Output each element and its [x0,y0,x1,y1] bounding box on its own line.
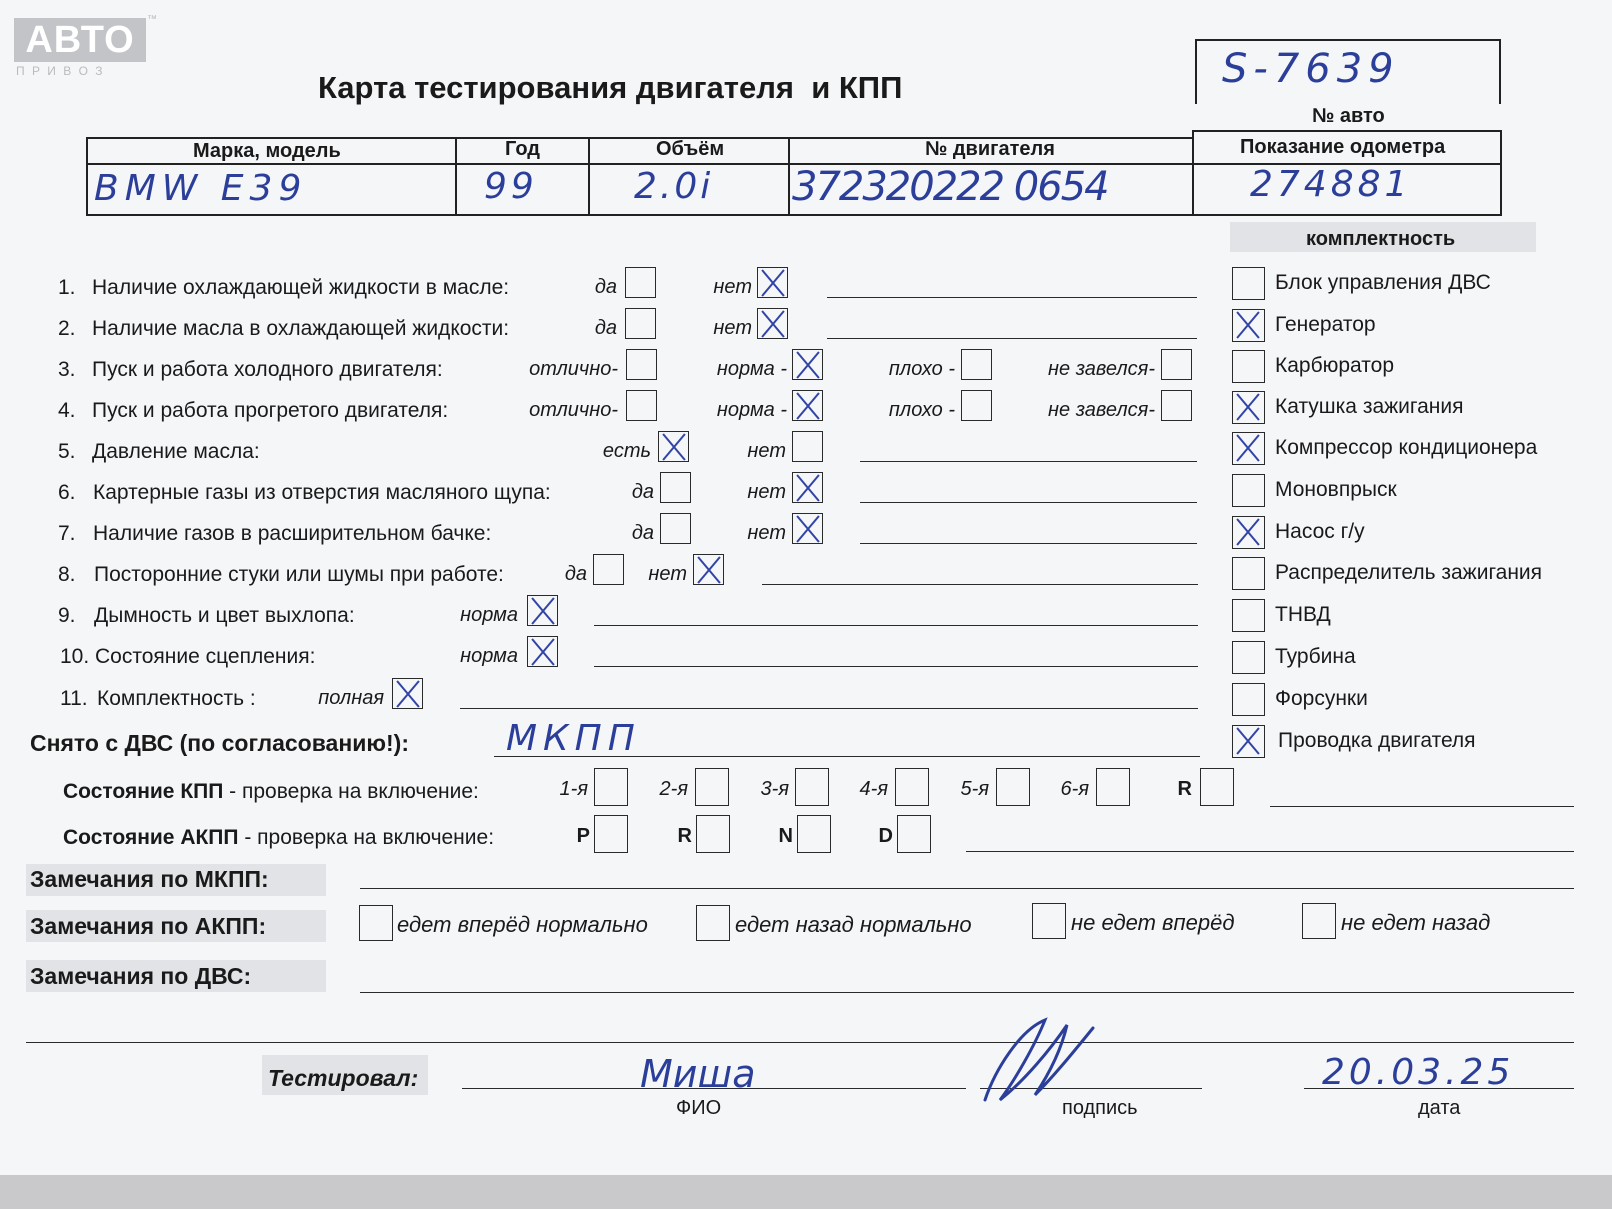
kpp-gear-label: R [1177,778,1192,800]
kpp-gear-checkbox[interactable] [1096,768,1130,806]
check-option-label: отлично- [529,358,618,380]
check-label: Картерные газы из отверстия масляного щупа: [93,481,551,504]
date-value: 20.03.25 [1322,1052,1515,1093]
check-remark-line [594,666,1198,667]
check-option-label: норма - [716,358,787,380]
logo-subtext: П Р И В О З [16,64,105,78]
check-option-checkbox[interactable] [792,431,823,462]
kpp-gear-checkbox[interactable] [895,768,929,806]
check-option-label: полная [318,687,384,709]
kpp-gear-label: 1-я [559,778,588,800]
check-option-checkbox[interactable] [658,431,689,462]
check-option-checkbox[interactable] [625,308,656,339]
col-header-make-model: Марка, модель [193,140,341,162]
akpp-no-forward-label: не едет вперёд [1071,910,1235,935]
col-header-engine-no: № двигателя [925,138,1055,160]
col-header-odometer: Показание одометра [1240,136,1446,158]
check-number: 9. [58,604,76,627]
check-option-label: норма [460,604,518,626]
check-label: Наличие охлаждающей жидкости в масле: [92,276,510,299]
check-label: Наличие масла в охлаждающей жидкости: [92,317,510,340]
logo-tm: ™ [147,14,157,25]
kit-checkbox[interactable] [1232,641,1265,674]
kit-checkbox[interactable] [1232,557,1265,590]
kpp-gear-label: 4-я [859,778,888,800]
check-option-checkbox[interactable] [792,349,823,380]
akpp-gear-label: D [878,825,893,847]
check-number: 6. [58,481,76,504]
check-remark-line [860,543,1197,544]
kpp-gear-label: 6-я [1060,778,1089,800]
kit-item-label: Компрессор кондиционера [1275,436,1538,459]
kit-item-label: Катушка зажигания [1275,395,1464,418]
signature [975,1000,1115,1110]
page-title: Карта тестирования двигателя и КПП [318,70,903,105]
check-label: Давление масла: [92,440,260,463]
akpp-gear-label: R [677,825,692,847]
value-odometer: 274881 [1250,164,1412,205]
check-option-checkbox[interactable] [792,513,823,544]
kpp-gear-checkbox[interactable] [594,768,628,806]
check-option-checkbox[interactable] [757,267,788,298]
kit-checkbox[interactable] [1232,725,1265,758]
akpp-label: Состояние АКПП - проверка на включение: [63,826,495,849]
check-number: 8. [58,563,76,586]
value-make-model: BMW E39 [94,168,308,209]
check-option-label: отлично- [529,399,618,421]
remarks-dvs-label: Замечания по ДВС: [30,963,252,989]
check-option-checkbox[interactable] [757,308,788,339]
check-remark-line [594,625,1198,626]
check-option-checkbox[interactable] [527,636,558,667]
remarks-mkpp-label: Замечания по МКПП: [30,866,269,892]
check-option-label: нет [713,317,752,339]
check-option-label: да [564,563,587,585]
kpp-gear-checkbox[interactable] [695,768,729,806]
akpp-gear-label: N [778,825,793,847]
check-option-label: не завелся- [1048,399,1155,421]
check-option-checkbox[interactable] [1161,349,1192,380]
check-option-label: нет [713,276,752,298]
kit-item-label: Карбюратор [1275,354,1395,377]
check-label: Наличие газов в расширительном бачке: [93,522,492,545]
check-option-checkbox[interactable] [626,390,657,421]
check-option-label: да [594,317,617,339]
check-number: 4. [58,399,76,422]
check-option-checkbox[interactable] [1161,390,1192,421]
check-option-checkbox[interactable] [392,678,423,709]
check-option-label: не завелся- [1048,358,1155,380]
avtoprivoz-logo [14,14,157,80]
check-option-label: да [631,522,654,544]
check-label: Посторонние стуки или шумы при работе: [94,563,504,586]
check-label: Комплектность : [97,687,256,710]
kit-checkbox[interactable] [1232,474,1265,507]
kit-checkbox[interactable] [1232,683,1265,716]
auto-number-value: S-7639 [1222,46,1400,92]
akpp-no-backward-checkbox[interactable] [1302,903,1336,939]
akpp-gear-checkbox[interactable] [594,815,628,853]
check-option-checkbox[interactable] [527,595,558,626]
tester-name-value: Миша [640,1052,756,1096]
check-option-label: плохо - [888,358,955,380]
akpp-forward-ok-checkbox[interactable] [359,905,393,941]
kpp-gear-checkbox[interactable] [795,768,829,806]
check-option-checkbox[interactable] [660,513,691,544]
check-label: Пуск и работа холодного двигателя: [92,358,443,381]
check-option-label: нет [747,481,786,503]
check-option-checkbox[interactable] [660,472,691,503]
check-option-label: есть [602,440,651,462]
kit-item-label: Насос г/у [1275,520,1365,543]
check-option-label: норма [460,645,518,667]
removed-label: Снято с ДВС (по согласованию!): [30,730,409,756]
check-remark-line [860,461,1197,462]
kit-item-label: ТНВД [1275,603,1331,626]
kpp-gear-checkbox[interactable] [996,768,1030,806]
check-number: 3. [58,358,76,381]
check-option-checkbox[interactable] [961,390,992,421]
col-header-year: Год [505,138,540,160]
akpp-no-backward-label: не едет назад [1341,910,1491,935]
check-remark-line [860,502,1197,503]
akpp-backward-ok-checkbox[interactable] [696,905,730,941]
check-option-checkbox[interactable] [626,349,657,380]
signature-label: подпись [1062,1097,1138,1119]
kpp-gear-label: 2-я [659,778,688,800]
akpp-gear-label: P [576,825,590,847]
check-option-checkbox[interactable] [792,390,823,421]
check-option-label: плохо - [888,399,955,421]
akpp-gear-checkbox[interactable] [696,815,730,853]
check-number: 11. [60,687,88,710]
kpp-gear-label: 3-я [760,778,789,800]
kit-item-label: Форсунки [1275,687,1368,710]
check-option-label: да [594,276,617,298]
kit-item-label: Проводка двигателя [1278,729,1476,752]
check-number: 2. [58,317,76,340]
kit-checkbox[interactable] [1232,391,1265,424]
akpp-forward-ok-label: едет вперёд нормально [397,912,648,937]
akpp-gear-checkbox[interactable] [797,815,831,853]
kit-item-label: Распределитель зажигания [1275,561,1543,584]
kit-title: комплектность [1306,228,1456,250]
check-option-checkbox[interactable] [693,554,724,585]
removed-value: МКПП [506,718,641,759]
check-option-checkbox[interactable] [625,267,656,298]
check-remark-line [460,708,1198,709]
value-engine-no: 372320222 0654 [792,164,1108,210]
check-remark-line [827,297,1197,298]
check-option-checkbox[interactable] [792,472,823,503]
check-option-label: нет [648,563,687,585]
fio-label: ФИО [676,1097,722,1119]
check-number: 5. [58,440,76,463]
akpp-no-forward-checkbox[interactable] [1032,903,1066,939]
check-label: Состояние сцепления: [95,645,316,668]
kit-checkbox[interactable] [1232,432,1265,465]
check-label: Пуск и работа прогретого двигателя: [92,399,449,422]
kit-item-label: Генератор [1275,313,1376,336]
check-option-label: нет [747,522,786,544]
remarks-akpp-label: Замечания по АКПП: [30,913,267,939]
check-number: 7. [58,522,76,545]
kpp-label: Состояние КПП - проверка на включение: [63,780,479,803]
check-option-checkbox[interactable] [593,554,624,585]
kpp-gear-checkbox[interactable] [1200,768,1234,806]
logo-text: АВТО [14,18,146,62]
check-remark-line [827,338,1197,339]
col-header-volume: Объём [656,138,725,160]
removed-line [494,756,1200,757]
check-option-label: норма - [716,399,787,421]
kpp-gear-label: 5-я [960,778,989,800]
check-label: Дымность и цвет выхлопа: [94,604,355,627]
kit-checkbox[interactable] [1232,350,1265,383]
akpp-gear-checkbox[interactable] [897,815,931,853]
check-option-checkbox[interactable] [961,349,992,380]
kit-item-label: Турбина [1275,645,1356,668]
value-year: 99 [484,166,538,207]
tested-by-label: Тестировал: [268,1065,419,1091]
auto-number-label: № авто [1312,105,1385,127]
check-option-label: да [631,481,654,503]
kit-item-label: Моновпрыск [1275,478,1397,501]
kit-item-label: Блок управления ДВС [1275,271,1491,294]
kit-checkbox[interactable] [1232,516,1265,549]
akpp-backward-ok-label: едет назад нормально [735,912,972,937]
date-label: дата [1418,1097,1461,1119]
check-remark-line [762,584,1198,585]
value-volume: 2.0i [634,166,714,207]
check-number: 1. [58,276,76,299]
check-number: 10. [60,645,90,668]
check-option-label: нет [747,440,786,462]
kit-checkbox[interactable] [1232,309,1265,342]
kit-checkbox[interactable] [1232,599,1265,632]
kit-checkbox[interactable] [1232,267,1265,300]
